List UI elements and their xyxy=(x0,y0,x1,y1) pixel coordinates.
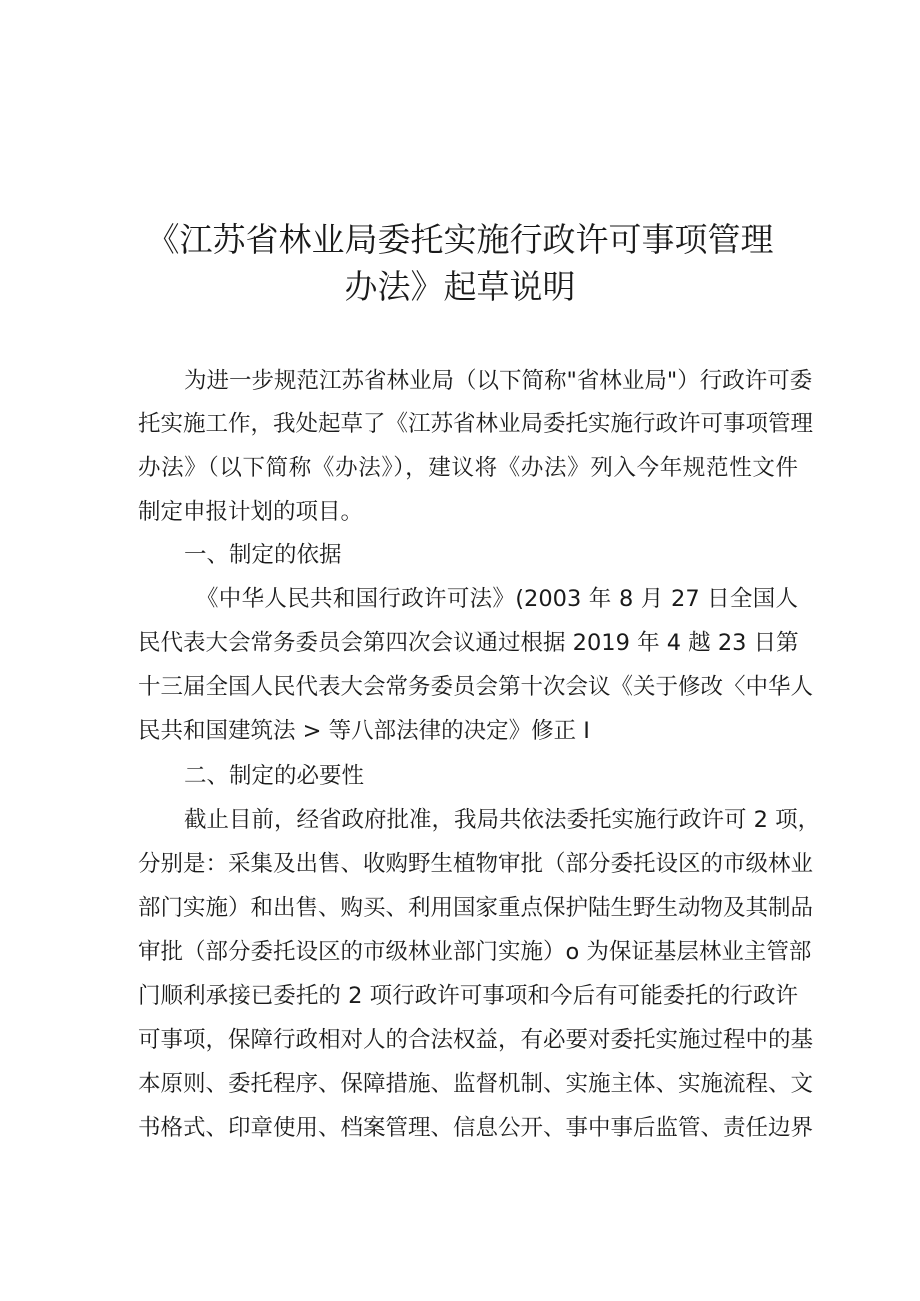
section-2-line-3: 部门实施）和出售、购买、利用国家重点保护陆生野生动物及其制品 xyxy=(138,895,814,921)
section-2-line-1: 截止目前，经省政府批准，我局共依法委托实施行政许可 2 项， xyxy=(184,807,821,833)
section-2-line-8: 书格式、印章使用、档案管理、信息公开、事中事后监管、责任边界 xyxy=(138,1115,814,1141)
section-2-heading: 二、制定的必要性 xyxy=(184,763,365,789)
intro-paragraph-line-3: 办法》（以下简称《办法》），建议将《办法》列入今年规范性文件 xyxy=(138,455,798,481)
intro-paragraph-line-2: 托实施工作，我处起草了《江苏省林业局委托实施行政许可事项管理 xyxy=(138,411,814,437)
section-1-line-4: 民共和国建筑法 > 等八部法律的决定》修正 I xyxy=(138,718,590,744)
section-1-heading: 一、制定的依据 xyxy=(184,542,342,568)
section-2-line-6: 可事项，保障行政相对人的合法权益，有必要对委托实施过程中的基 xyxy=(138,1027,814,1053)
section-1-line-1: 《中华人民共和国行政许可法》(2003 年 8 月 27 日全国人 xyxy=(196,586,798,612)
intro-paragraph-line-4: 制定申报计划的项目。 xyxy=(138,499,364,525)
section-1-line-3: 十三届全国人民代表大会常务委员会第十次会议《关于修改〈中华人 xyxy=(138,674,814,700)
section-1-line-2: 民代表大会常务委员会第四次会议通过根据 2019 年 4 越 23 日第 xyxy=(138,630,799,656)
document-title-line-2: 办法》起草说明 xyxy=(344,267,576,306)
section-2-line-4: 审批（部分委托设区的市级林业部门实施）o 为保证基层林业主管部 xyxy=(138,939,812,965)
section-2-line-5: 门顺利承接已委托的 2 项行政许可事项和今后有可能委托的行政许 xyxy=(138,983,798,1009)
section-2-line-7: 本原则、委托程序、保障措施、监督机制、实施主体、实施流程、文 xyxy=(138,1071,814,1097)
document-title-line-1: 《江苏省林业局委托实施行政许可事项管理 xyxy=(146,220,774,259)
intro-paragraph-line-1: 为进一步规范江苏省林业局（以下简称"省林业局"）行政许可委 xyxy=(184,368,813,394)
section-2-line-2: 分别是：采集及出售、收购野生植物审批（部分委托设区的市级林业 xyxy=(138,851,814,877)
